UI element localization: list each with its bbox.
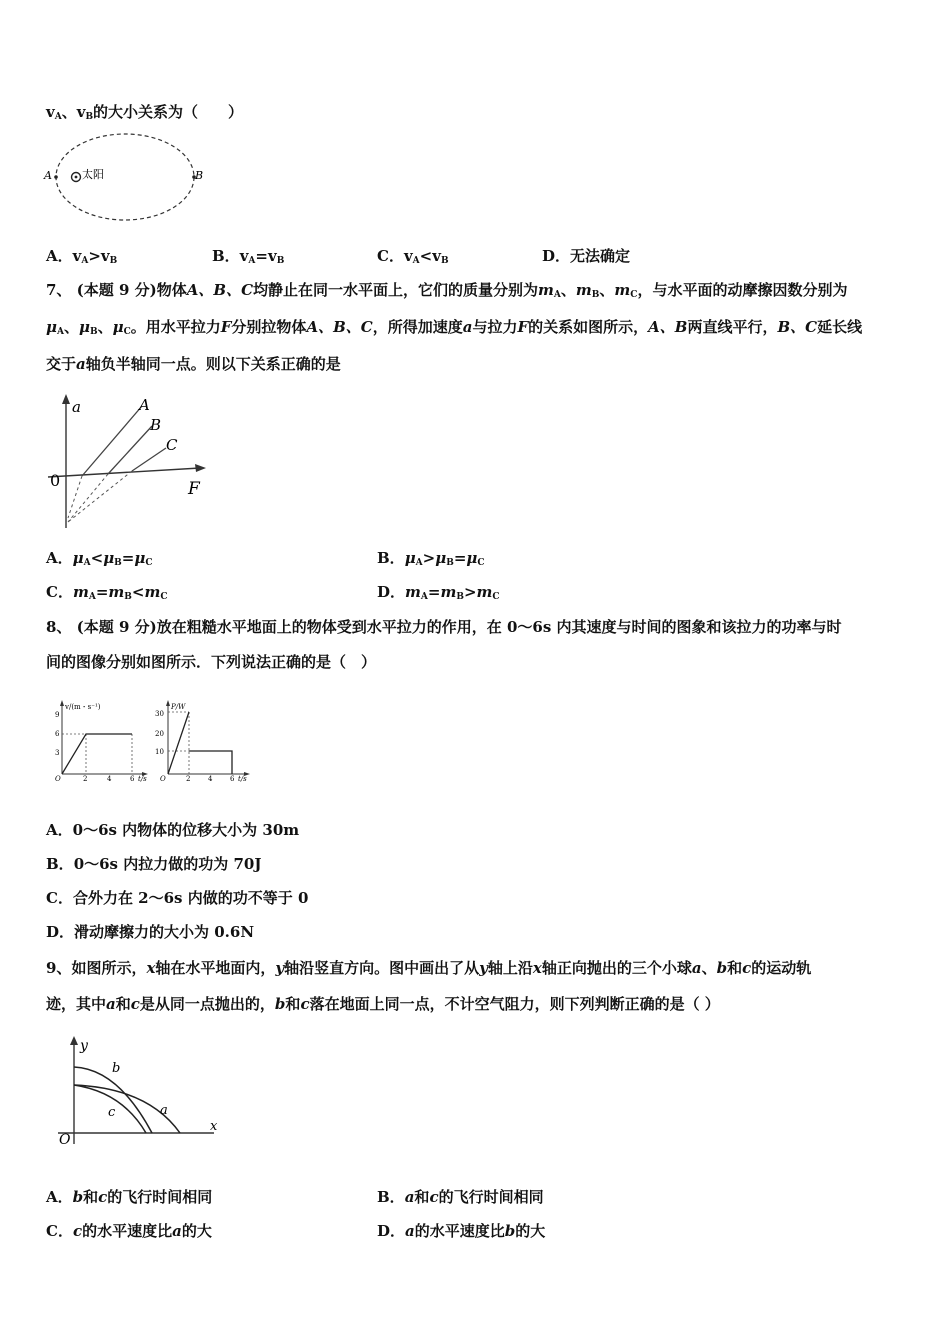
p-tick-20: 20 xyxy=(155,730,164,738)
v-x-label: t/s xyxy=(138,775,147,782)
q6-option-a[interactable]: A．$v_A>v_B$ xyxy=(46,247,118,266)
curve-b-label: b xyxy=(112,1061,121,1076)
q7-option-d[interactable]: D．$m_A=m_B>m_C$ xyxy=(377,583,500,602)
v-y-arrow-icon xyxy=(60,700,64,706)
axis-x-label: x xyxy=(210,1119,218,1134)
q8-velocity-graph xyxy=(52,698,152,782)
q7-option-c[interactable]: C．$m_A=m_B<m_C$ xyxy=(46,583,168,602)
v-y-label: v/(m・s⁻¹) xyxy=(65,703,101,711)
v-tick-9: 9 xyxy=(55,711,60,719)
origin-label: O xyxy=(59,1132,71,1148)
q8-stem-line1: 8、 (本题 9 分)放在粗糙水平地面上的物体受到水平拉力的作用，在 0～6s 内其速度与时间的图象和该拉力的功率与时 xyxy=(46,618,842,636)
p-tick-x4: 4 xyxy=(208,775,213,782)
p-origin: O xyxy=(160,775,166,782)
p-curve-flat xyxy=(189,751,232,774)
point-a-marker xyxy=(54,175,58,179)
q9-stem-line2: 迹，其中a和c是从同一点抛出的，b和c落在地面上同一点，不计空气阻力，则下列判断正确的是（ ） xyxy=(46,995,720,1013)
v-tick-x2: 2 xyxy=(83,775,88,782)
axis-y-label: y xyxy=(80,1038,88,1054)
line-b-label: B xyxy=(150,416,162,434)
p-tick-30: 30 xyxy=(155,710,164,718)
x-axis-arrow-icon xyxy=(195,464,206,472)
p-y-arrow-icon xyxy=(166,700,170,706)
q8-option-b[interactable]: B．0～6s 内拉力做的功为 70J xyxy=(46,855,262,873)
q7-stem-line1: 7、 (本题 9 分)物体A、B、C均静止在同一水平面上，它们的质量分别为$m_A$、$m_B$、$m_C$，与水平面的动摩擦因数分别为 xyxy=(46,281,848,300)
v-tick-3: 3 xyxy=(55,749,60,757)
v-tick-x6: 6 xyxy=(130,775,135,782)
q9-option-a[interactable]: A．b和c的飞行时间相同 xyxy=(46,1188,213,1206)
q6-orbit-figure xyxy=(42,132,212,224)
v-origin: O xyxy=(55,775,61,782)
v-curve xyxy=(62,734,132,774)
q6-option-c[interactable]: C．$v_A<v_B$ xyxy=(377,247,449,266)
q7-stem-line2: $\mu_A$、$\mu_B$、$\mu_C$。用水平拉力F分别拉物体A、B、C，所得加速度a与拉力F的关系如图所示，A、B两直线平行，B、C延长线 xyxy=(46,318,863,337)
q6-stem: $v_A$、$v_B$的大小关系为（ ） xyxy=(46,103,244,122)
p-curve-ramp xyxy=(168,712,189,774)
axis-x-label: F xyxy=(188,479,200,499)
line-c-label: C xyxy=(166,436,178,454)
q7-option-b[interactable]: B．$\mu_A>\mu_B=\mu_C$ xyxy=(377,549,485,568)
q7-option-a[interactable]: A．$\mu_A<\mu_B=\mu_C$ xyxy=(46,549,153,568)
v-tick-6: 6 xyxy=(55,730,60,738)
line-a xyxy=(82,406,142,476)
line-c xyxy=(132,448,166,471)
line-c-dash xyxy=(68,471,132,522)
p-y-label: P/W xyxy=(171,703,186,711)
line-a-dash xyxy=(68,476,82,518)
label-a: A xyxy=(44,169,52,182)
q7-graph xyxy=(44,386,214,534)
q6-option-b[interactable]: B．$v_A=v_B$ xyxy=(212,247,285,266)
q8-option-d[interactable]: D．滑动摩擦力的大小为 0.6N xyxy=(46,923,255,941)
p-x-label: t/s xyxy=(238,775,247,782)
q6-option-d[interactable]: D．无法确定 xyxy=(542,247,631,265)
y-axis-arrow-icon xyxy=(62,394,70,404)
q9-option-d[interactable]: D．a的水平速度比b的大 xyxy=(377,1222,546,1240)
label-b: B xyxy=(195,169,204,182)
q8-option-a[interactable]: A．0～6s 内物体的位移大小为 30m xyxy=(46,821,300,839)
origin-label: 0 xyxy=(50,471,61,490)
curve-c-label: c xyxy=(108,1105,116,1120)
axis-y-label: a xyxy=(72,398,81,416)
q7-stem-line3: 交于a轴负半轴同一点。则以下关系正确的是 xyxy=(46,355,341,373)
q8-power-graph xyxy=(150,698,254,782)
line-a-label: A xyxy=(139,396,150,414)
label-sun: 太阳 xyxy=(82,168,104,181)
x-axis xyxy=(48,468,200,477)
line-b-dash xyxy=(68,474,108,522)
q9-stem-line1: 9、如图所示，x轴在水平地面内，y轴沿竖直方向。图中画出了从y轴上沿x轴正向抛出的三个小球a、b和c的运动轨 xyxy=(46,959,812,977)
curve-a-label: a xyxy=(160,1103,168,1118)
q8-stem-line2: 间的图像分别如图所示．下列说法正确的是（ ） xyxy=(46,653,377,671)
q9-option-c[interactable]: C．c的水平速度比a的大 xyxy=(46,1222,212,1240)
line-b xyxy=(108,426,152,474)
p-tick-10: 10 xyxy=(155,748,164,756)
q9-option-b[interactable]: B．a和c的飞行时间相同 xyxy=(377,1188,544,1206)
v-tick-x4: 4 xyxy=(107,775,112,782)
q8-option-c[interactable]: C．合外力在 2～6s 内做的功不等于 0 xyxy=(46,889,309,907)
p-tick-x6: 6 xyxy=(230,775,235,782)
q9-trajectory-graph xyxy=(54,1030,224,1148)
y-axis-arrow-icon xyxy=(70,1036,78,1045)
p-tick-x2: 2 xyxy=(186,775,191,782)
